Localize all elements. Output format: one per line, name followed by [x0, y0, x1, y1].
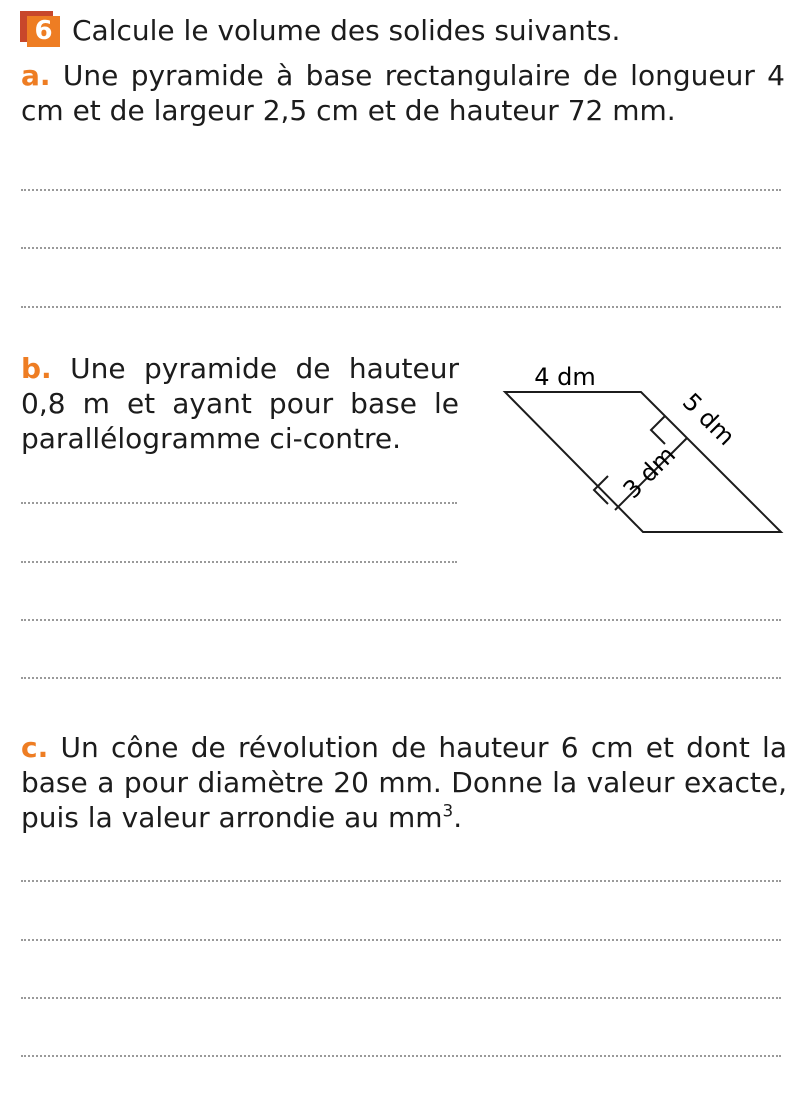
parallelogram-figure: [490, 355, 790, 545]
answer-line-b-3[interactable]: [21, 619, 781, 621]
exercise-number-badge: 6: [27, 16, 60, 47]
part-a-text: Une pyramide à base rectangulaire de longueur 4 cm et de largeur 2,5 cm et de hauteur 72 mm.: [21, 59, 785, 127]
answer-line-b-4[interactable]: [21, 677, 781, 679]
part-b-letter: b.: [21, 352, 52, 385]
answer-line-c-4[interactable]: [21, 1055, 781, 1057]
answer-line-a-3[interactable]: [21, 306, 781, 308]
part-b-statement: [21, 351, 459, 456]
answer-line-a-2[interactable]: [21, 247, 781, 249]
part-c-exponent: 3: [442, 800, 454, 821]
label-top-side: 4 dm: [534, 363, 596, 391]
answer-line-c-3[interactable]: [21, 997, 781, 999]
right-angle-mark-upper: [651, 416, 665, 444]
answer-line-b-1[interactable]: [21, 502, 457, 504]
part-b-text: Une pyramide de hauteur 0,8 m et ayant pour base le parallélogramme ci-contre.: [21, 352, 459, 455]
part-a-statement: [21, 58, 785, 128]
answer-line-c-2[interactable]: [21, 939, 781, 941]
answer-line-a-1[interactable]: [21, 189, 781, 191]
part-c-end: .: [453, 801, 463, 834]
part-a-letter: a.: [21, 59, 51, 92]
label-height: 3 dm: [617, 440, 681, 504]
answer-line-c-1[interactable]: [21, 880, 781, 882]
answer-line-b-2[interactable]: [21, 561, 457, 563]
exercise-title: Calcule le volume des solides suivants.: [72, 14, 621, 47]
label-slanted-side: 5 dm: [677, 387, 741, 451]
part-c-statement: [21, 730, 787, 835]
part-c-text: Un cône de révolution de hauteur 6 cm et dont la base a pour diamètre 20 mm. Donne la valeur exacte, puis la valeur arrondie au mm: [21, 731, 787, 834]
part-c-letter: c.: [21, 731, 49, 764]
